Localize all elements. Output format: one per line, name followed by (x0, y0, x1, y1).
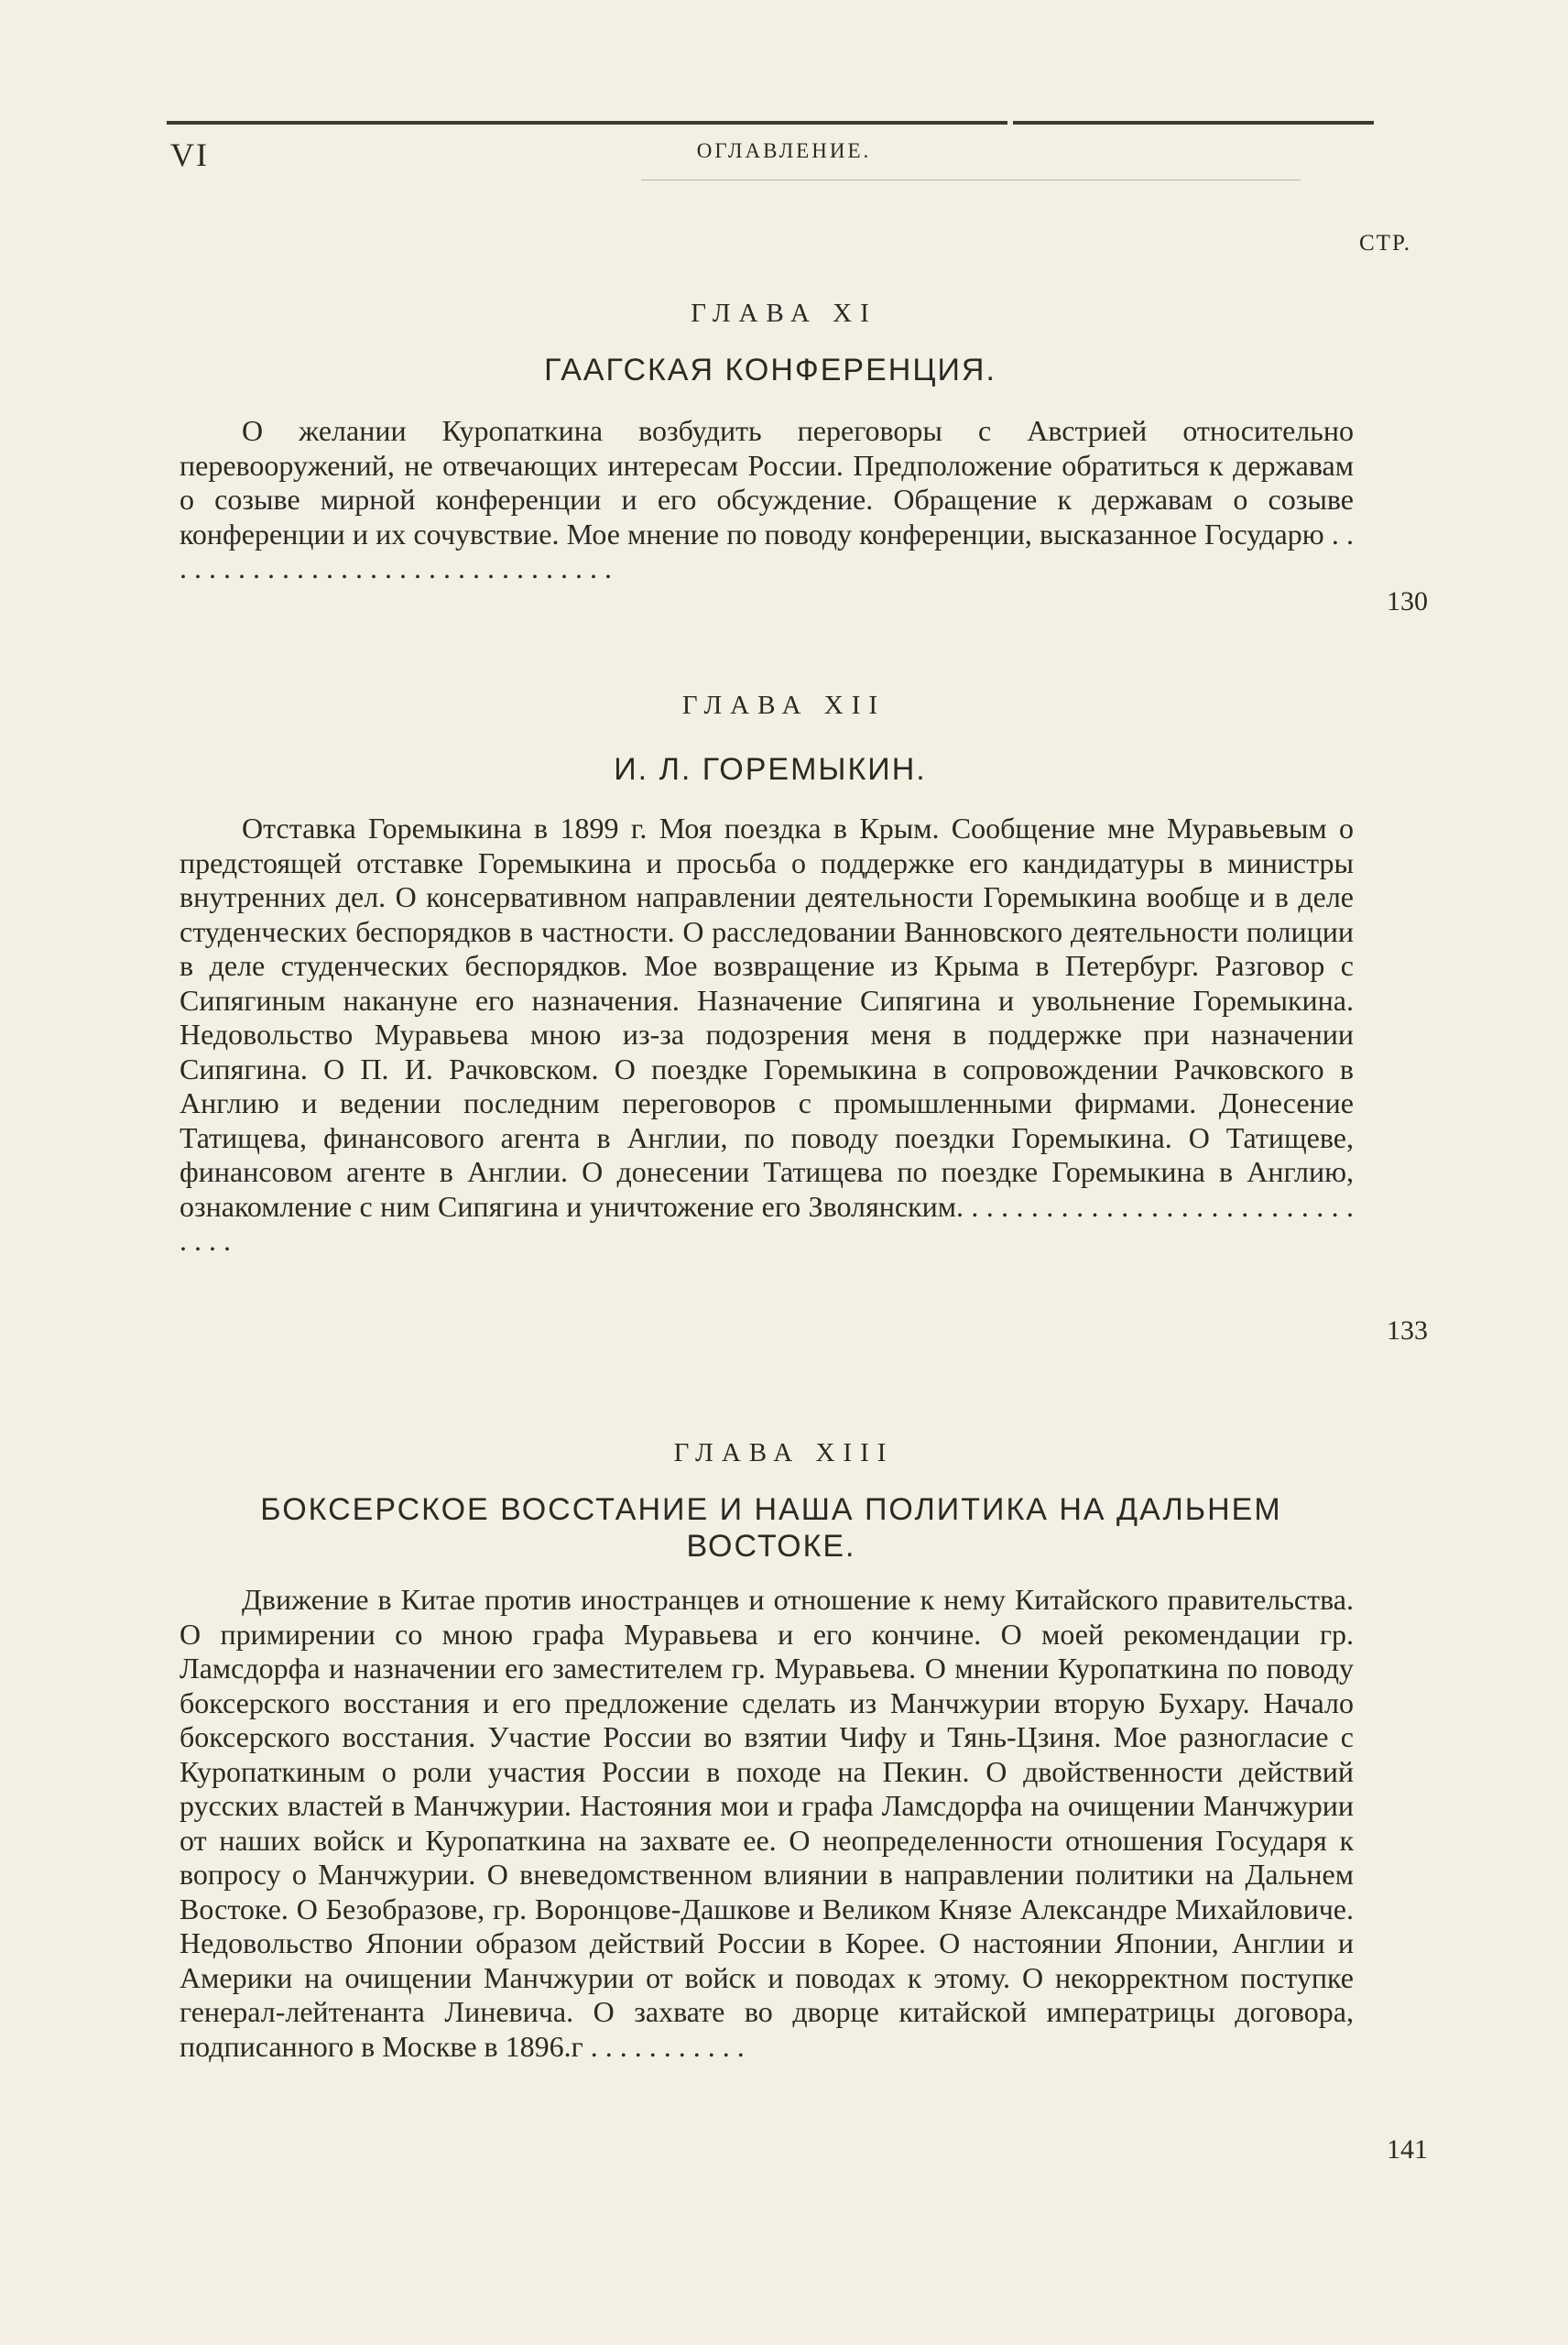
chapter-12-summary: Отставка Горемыкина в 1899 г. Моя поездка в Крым. Сообщение мне Муравьевым о предстоящей отставке Горемыкина и просьба о поддержке его кандидатуры в министры внутренних дел. О консервативном направлении деятельности Горемыкина вообще и в деле студенческих беспорядков в частности. О расследовании Ванновского деятельности полиции в деле студенческих беспорядков. Мое возвращение из Крыма в Петербург. Разговор с Сипягиным накануне его назначения. Назначение Сипягина и увольнение Горемыкина. Недовольство Муравьева мною из-за подозрения меня в поддержке при назначении Сипягина. О П. И. Рачковском. О поездке Горемыкина в сопровождении Рачковского в Англию и ведении последним переговоров с промышленными фирмами. Донесение Татищева, финансового агента в Англии, по поводу поездки Горемыкина. О Татищеве, финансовом агенте в Англии. О донесении Татищева по поездке Горемыкина в Англию, ознакомление с ним Сипягина и уничтожение его Зволянским. . . . . . . . . . . . . . . . . . . . . . . . . . . . . . . (180, 812, 1354, 1257)
header-page-number: VI (170, 136, 209, 173)
chapter-13-label: ГЛАВА XIII (673, 1438, 895, 1467)
page-column-label: СТР. (1359, 231, 1411, 256)
header-title: ОГЛАВЛЕНИЕ. (696, 139, 872, 162)
chapter-12-page: 133 (1387, 1315, 1428, 1346)
chapter-12-title: И. Л. ГОРЕМЫКИН. (614, 752, 927, 787)
chapter-13-title: БОКСЕРСКОЕ ВОССТАНИЕ И НАША ПОЛИТИКА НА ДАЛЬНЕМ ВОСТОКЕ. (260, 1492, 1282, 1564)
chapter-11-label: ГЛАВА XI (691, 299, 877, 328)
chapter-13-summary: Движение в Китае против иностранцев и отношение к нему Китайского правительства. О примирении со мною графа Муравьева и его кончине. О моей рекомендации гр. Ламсдорфа и назначении его заместителем гр. Муравьева. О мнении Куропаткина по поводу боксерского восстания и его предложение сделать из Манчжурии вторую Бухару. Начало боксерского восстания. Участие России во взятии Чифу и Тянь-Цзиня. Мое разногласие с Куропаткиным о роли участия России в походе на Пекин. О двойственности действий русских властей в Манчжурии. Настояния мои и графа Ламсдорфа на очищении Манчжурии от наших войск и Куропаткина на захвате ее. О неопределенности отношения Государя к вопросу о Манчжурии. О вневедомственном влиянии в направлении политики на Дальнем Востоке. О Безобразове, гр. Воронцове-Дашкове и Великом Князе Александре Михайловиче. Недовольство Японии образом действий России в Корее. О настоянии Японии, Англии и Америки на очищении Манчжурии от войск и поводах к этому. О некорректном поступке генерал-лейтенанта Линевича. О захвате во дворце китайской императрицы договора, подписанного в Москве в 1896.г . . . . . . . . . . . (180, 1583, 1354, 2063)
chapter-11-summary: О желании Куропаткина возбудить переговоры с Австрией относительно перевооружений, не отвечающих интересам России. Предположение обратиться к державам о созыве мирной конференции и его обсуждение. Обращение к державам о созыве конференции и их сочувствие. Мое мнение по поводу конференции, высказанное Государю . . . . . . . . . . . . . . . . . . . . . . . . . . . . . . . . (180, 414, 1354, 584)
chapter-12-label: ГЛАВА XII (681, 691, 887, 720)
chapter-13-page: 141 (1387, 2134, 1428, 2165)
chapter-11-title: ГААГСКАЯ КОНФЕРЕНЦИЯ. (544, 353, 996, 387)
header-rule (167, 121, 1374, 125)
chapter-11-page: 130 (1387, 586, 1428, 616)
